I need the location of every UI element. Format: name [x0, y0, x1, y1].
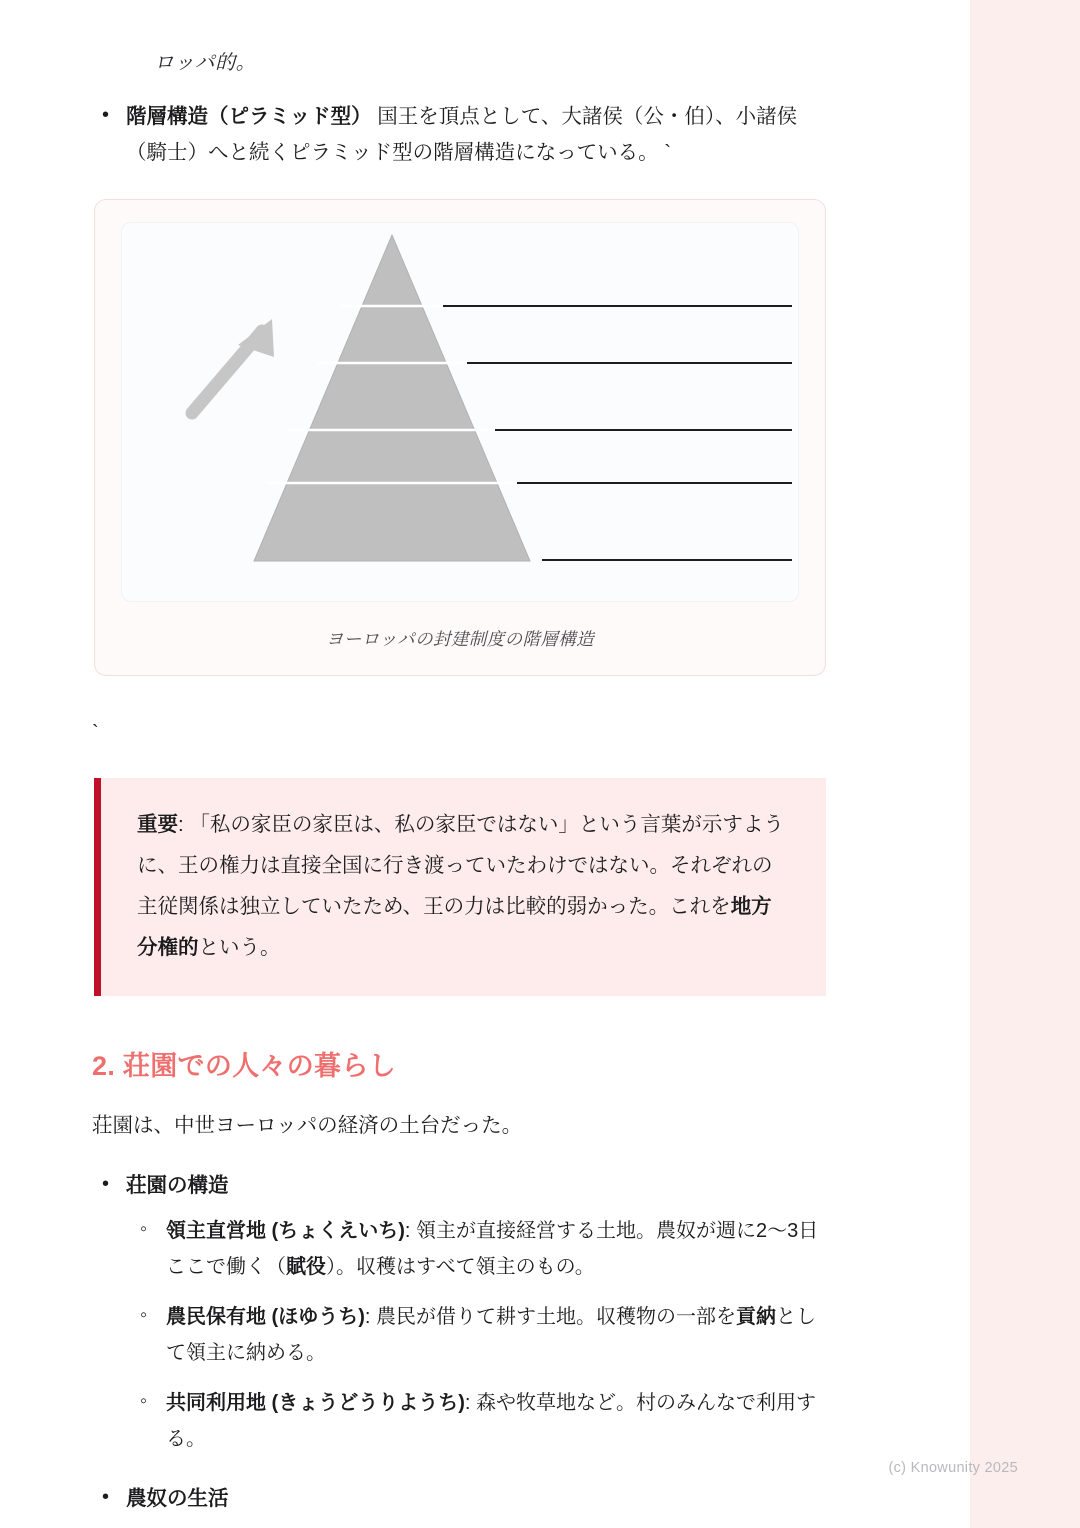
- pyramid-diagram: [121, 222, 799, 602]
- pyramid-svg: [122, 223, 798, 601]
- sub-item-term: 農民保有地 (ほゆうち): [166, 1306, 365, 1329]
- document-content: [88, 0, 830, 1521]
- top-bullet-list: [88, 99, 830, 171]
- section-sub-list: [132, 1213, 830, 1457]
- watermark: (c) Knowunity 2025: [888, 1460, 1018, 1476]
- bullet-body-text: 国王を頂点として、大諸侯（公・伯）、小諸侯（騎士）へと続くピラミッド型の階層構造になっている。 `: [126, 105, 798, 164]
- bullet-bold-label: 荘園の構造: [126, 1173, 229, 1197]
- sub-item-term: 領主直営地 (ちょくえいち): [166, 1220, 405, 1243]
- section-intro-paragraph: 荘園は、中世ヨーロッパの経済の土台だった。: [92, 1113, 523, 1137]
- upward-arrow-icon: [192, 319, 274, 413]
- sub-item-text-1: : 農民が借りて耕す土地。収穫物の一部を: [364, 1306, 737, 1329]
- callout-separator: :: [178, 812, 190, 836]
- figure-caption: ヨーロッパの封建制度の階層構造: [325, 628, 595, 649]
- list-item: [88, 1481, 830, 1517]
- pyramid-shape: [254, 235, 530, 561]
- callout-text-1: 「私の家臣の家臣は、私の家臣ではない」という言葉が示すように、王の権力は直接全国に行き渡っていたわけではない。それぞれの主従関係は独立していたため、王の力は比較的弱かった。これを: [137, 812, 784, 918]
- section-bullet-list: [88, 1168, 830, 1204]
- callout-bold-inline: 地方分権的: [137, 894, 772, 959]
- sub-item-text-1: : 領主が直接経営する土地。農奴が週に2〜3日ここで働く（: [166, 1220, 819, 1279]
- important-callout: [94, 778, 826, 996]
- stray-backtick: `: [92, 721, 99, 744]
- section-heading: 2. 荘園での人々の暮らし: [92, 1050, 396, 1081]
- list-item: [88, 1168, 830, 1204]
- list-item: [132, 1213, 830, 1285]
- sub-item-term: 共同利用地 (きょうどうりようち): [166, 1392, 465, 1415]
- callout-label: 重要: [137, 812, 178, 836]
- bullet-bold-label: 農奴の生活: [126, 1487, 229, 1511]
- top-text-fragment: ロッパ的。: [154, 52, 257, 74]
- list-item: [88, 99, 830, 171]
- sub-item-text-2: ）。収穫はすべて領主のもの。: [326, 1256, 595, 1279]
- right-margin-bar: [970, 0, 1080, 1528]
- figure-container: [94, 199, 826, 676]
- sub-item-bold-inline: 貢納: [736, 1306, 777, 1329]
- list-item: [132, 1299, 830, 1371]
- list-item: [132, 1385, 830, 1457]
- callout-text-2: という。: [198, 935, 281, 959]
- sub-item-text-1: : 森や牧草地など。村のみんなで利用する。: [166, 1392, 817, 1451]
- sub-item-bold-inline: 賦役: [286, 1256, 326, 1279]
- sub-item-text-2: として領主に納める。: [166, 1306, 817, 1365]
- section-bullet-list-2: [88, 1481, 830, 1517]
- bullet-bold-label: 階層構造（ピラミッド型）: [126, 105, 372, 128]
